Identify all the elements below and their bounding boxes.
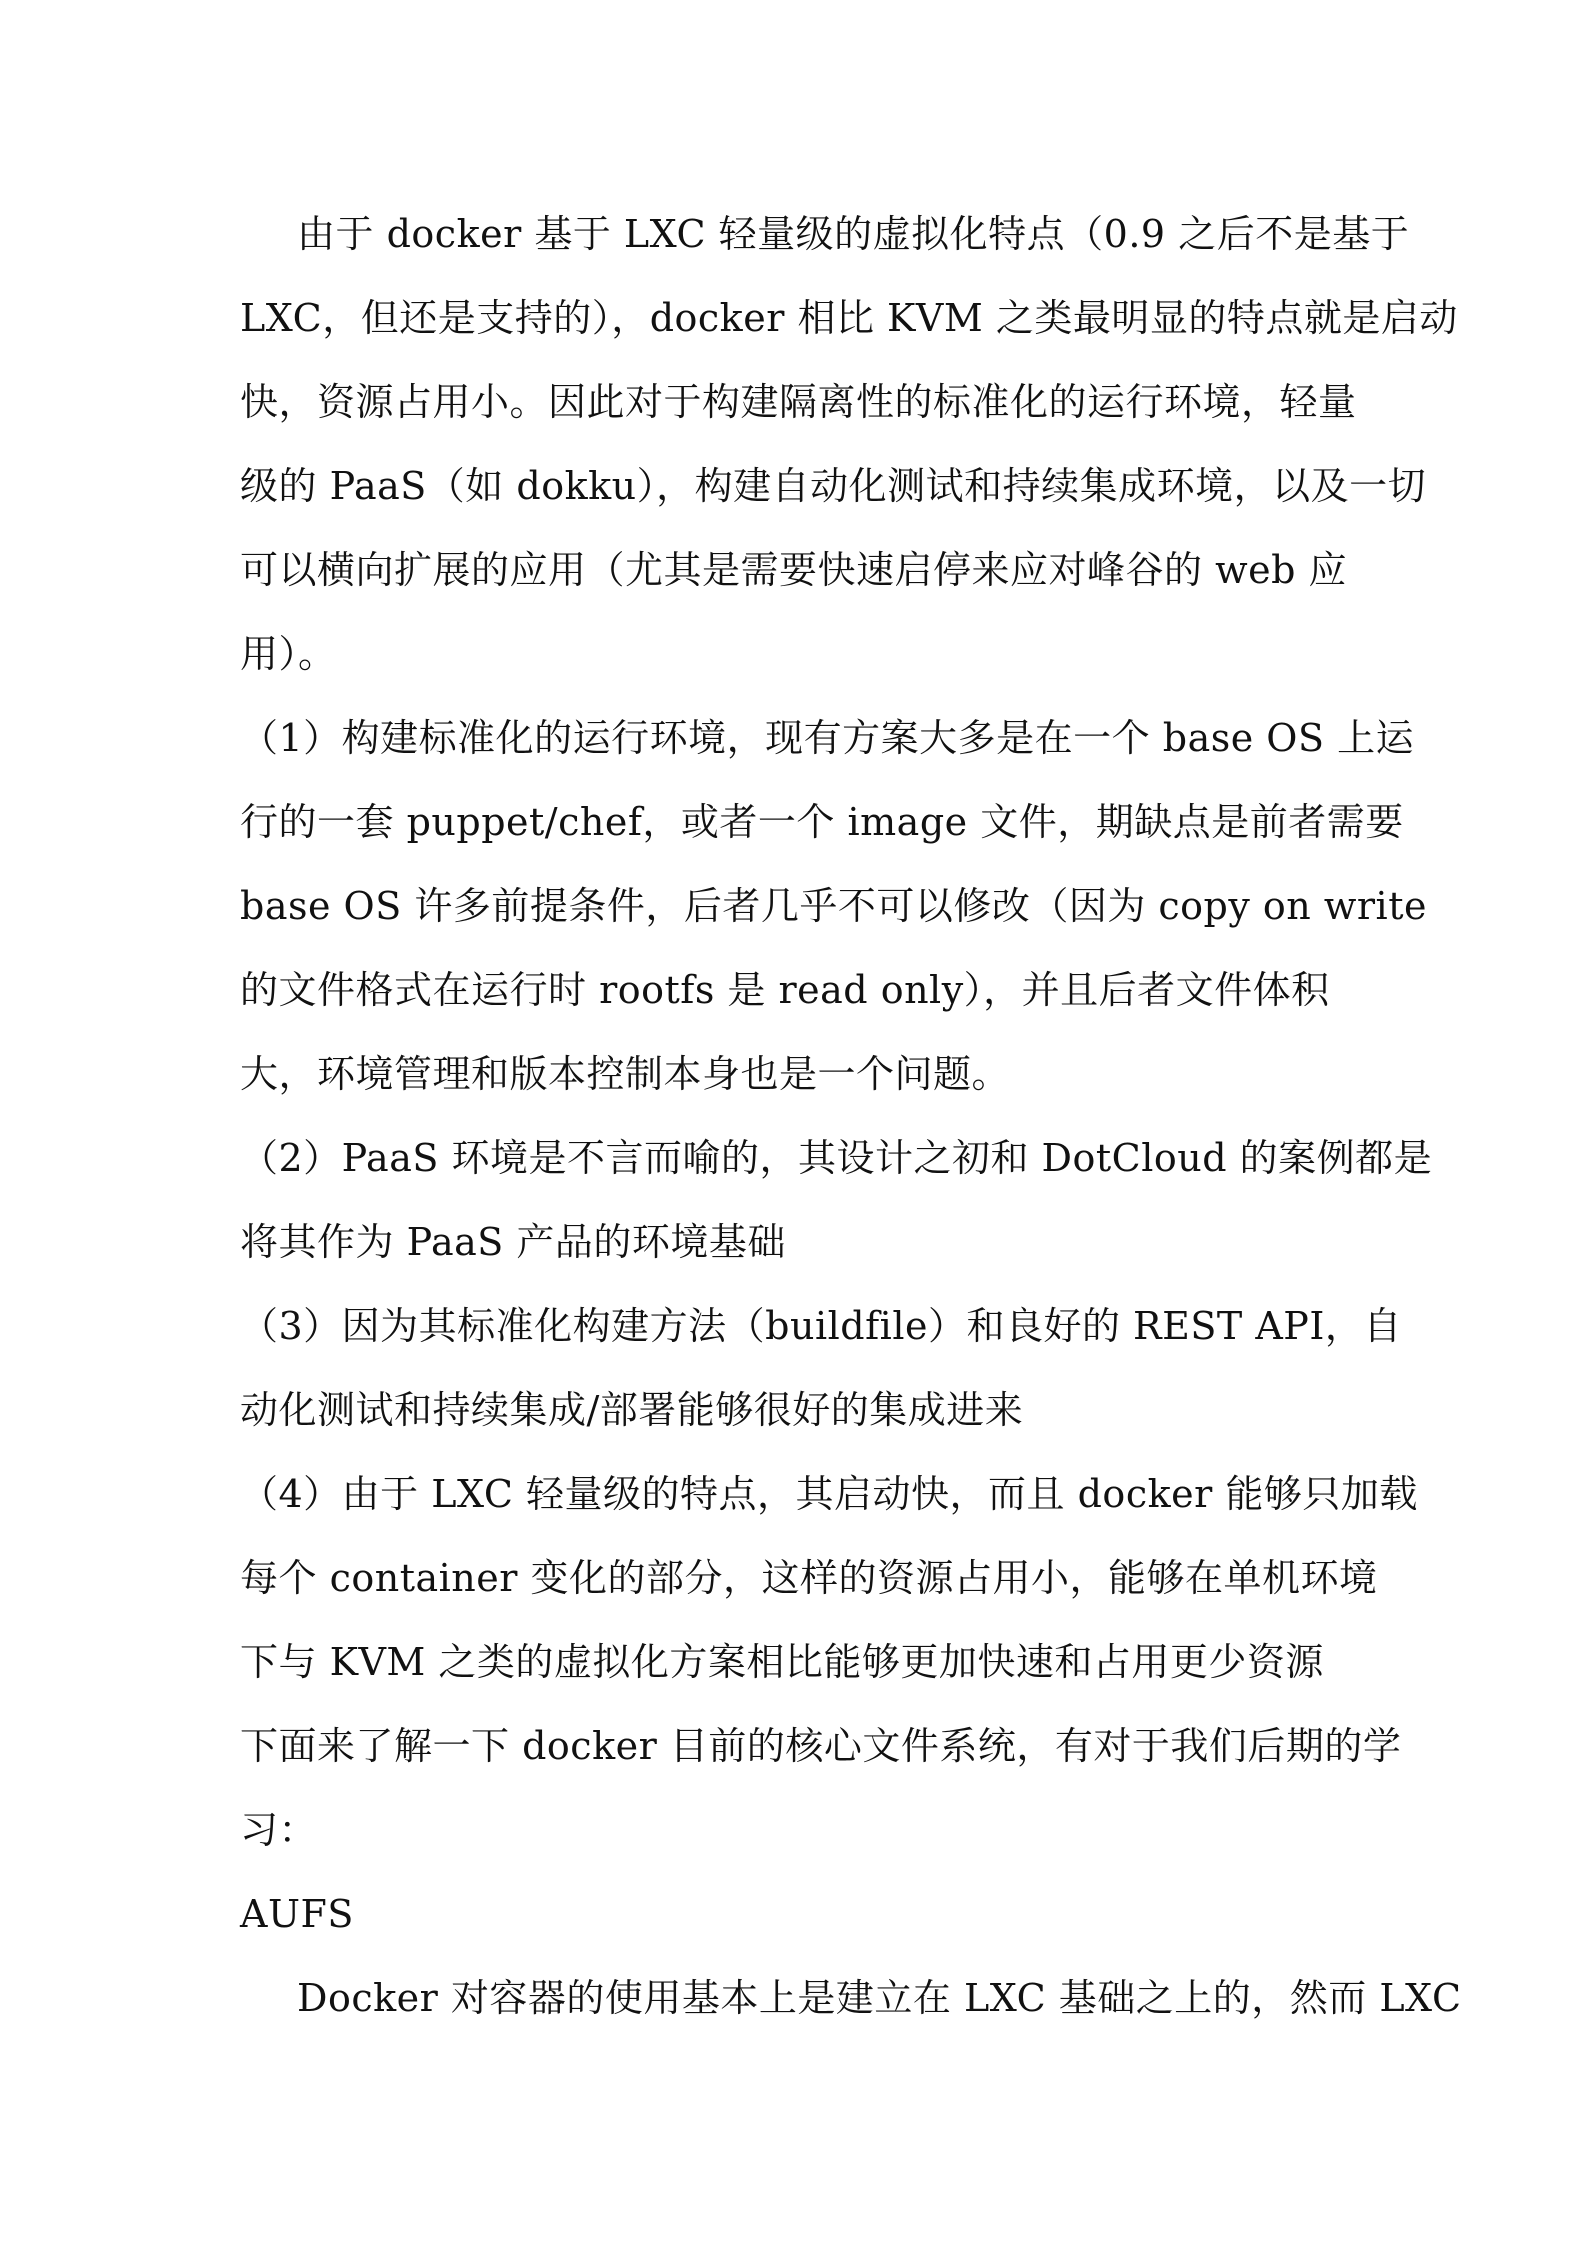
list-item-3-line-2: 动化测试和持续集成/部署能够很好的集成进来 <box>240 1388 1024 1432</box>
list-item-2-line-2: 将其作为 PaaS 产品的环境基础 <box>240 1220 786 1264</box>
list-item-2-line-1: （2）PaaS 环境是不言而喻的，其设计之初和 DotCloud 的案例都是 <box>240 1136 1433 1180</box>
list-item-1-line-3: base OS 许多前提条件，后者几乎不可以修改（因为 copy on write <box>240 884 1427 928</box>
list-item-4-line-2: 每个 container 变化的部分，这样的资源占用小，能够在单机环境 <box>240 1556 1378 1600</box>
transition-line-1: 下面来了解一下 docker 目前的核心文件系统，有对于我们后期的学 <box>240 1724 1402 1768</box>
list-item-1-line-2: 行的一套 puppet/chef，或者一个 image 文件，期缺点是前者需要 <box>240 800 1404 844</box>
aufs-paragraph-line-1: Docker 对容器的使用基本上是建立在 LXC 基础之上的，然而 LXC <box>297 1976 1462 2020</box>
list-item-4-line-3: 下与 KVM 之类的虚拟化方案相比能够更加快速和占用更少资源 <box>240 1640 1324 1684</box>
list-item-3-line-1: （3）因为其标准化构建方法（buildfile）和良好的 REST API，自 <box>240 1304 1402 1348</box>
list-item-1-line-5: 大，环境管理和版本控制本身也是一个问题。 <box>240 1052 1011 1096</box>
transition-line-2: 习： <box>240 1808 318 1852</box>
paragraph-intro-line-3: 快，资源占用小。因此对于构建隔离性的标准化的运行环境，轻量 <box>240 380 1357 424</box>
paragraph-intro-line-6: 用）。 <box>240 632 337 676</box>
list-item-4-line-1: （4）由于 LXC 轻量级的特点，其启动快，而且 docker 能够只加载 <box>240 1472 1418 1516</box>
paragraph-intro-line-2: LXC，但还是支持的），docker 相比 KVM 之类最明显的特点就是启动 <box>240 296 1458 340</box>
paragraph-intro-line-1: 由于 docker 基于 LXC 轻量级的虚拟化特点（0.9 之后不是基于 <box>297 212 1410 256</box>
paragraph-intro-line-4: 级的 PaaS（如 dokku），构建自动化测试和持续集成环境，以及一切 <box>240 464 1427 508</box>
list-item-1-line-4: 的文件格式在运行时 rootfs 是 read only），并且后者文件体积 <box>240 968 1330 1012</box>
list-item-1-line-1: （1）构建标准化的运行环境，现有方案大多是在一个 base OS 上运 <box>240 716 1415 760</box>
section-heading-aufs: AUFS <box>240 1892 354 1936</box>
paragraph-intro-line-5: 可以横向扩展的应用（尤其是需要快速启停来应对峰谷的 web 应 <box>240 548 1348 592</box>
